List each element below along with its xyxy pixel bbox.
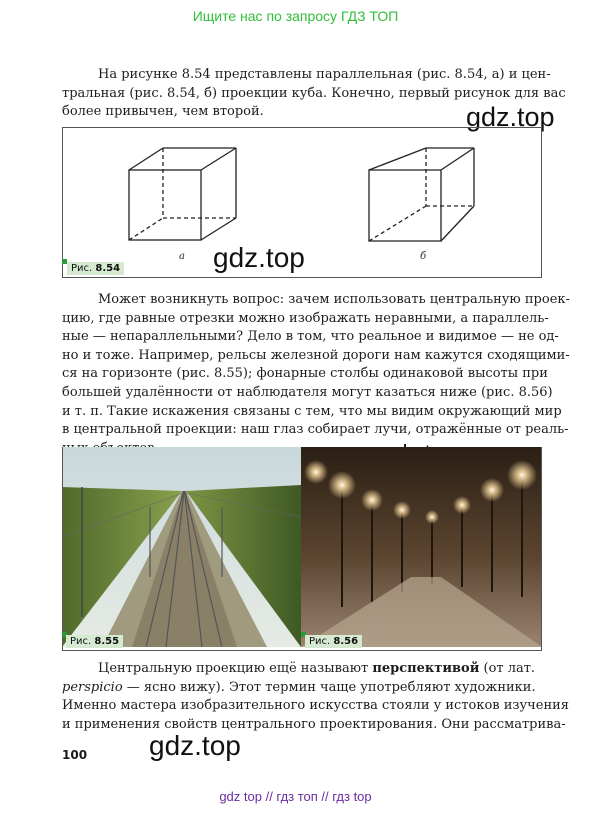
page-number: 100 — [62, 748, 88, 762]
text-line: perspicio — ясно вижу). Этот термин чаще употребляют художники. — [62, 679, 536, 695]
text-line: в центральной проекции: наш глаз собирает лучи, отражённые от реаль- — [62, 422, 569, 438]
text-line: более привычен, чем второй. — [62, 104, 264, 120]
text-line: тральная (рис. 8.54, б) проекции куба. Конечно, первый рисунок для вас — [62, 85, 566, 101]
parallel-projection-cube — [129, 148, 236, 240]
figure-caption: Рис. 8.54 — [67, 262, 124, 275]
text-line: и применения свойств центрального проектирования. Они рассматрива- — [62, 716, 566, 732]
text-line: Центральную проекцию ещё называют перспективой (от лат. — [98, 661, 536, 676]
watermark: gdz.top — [466, 102, 555, 132]
perspective-paragraph — [62, 660, 569, 734]
watermark: gdz.top — [149, 730, 241, 761]
text-line: но и тоже. Например, рельсы железной дороги нам кажутся сходящими- — [62, 347, 570, 363]
text-line: Может возникнуть вопрос: зачем использовать центральную проек- — [98, 292, 570, 307]
text-line: большей удалённости от наблюдателя могут казаться ниже (рис. 8.56) — [62, 384, 553, 400]
photos-frame — [62, 447, 542, 651]
text-line: На рисунке 8.54 представлены параллельная (рис. 8.54, а) и цен- — [98, 67, 551, 82]
term-perspective: перспективой — [372, 661, 480, 676]
text-line: и т. п. Такие искажения связаны с тем, что мы видим окружающий мир — [62, 403, 562, 419]
text-line: Именно мастера изобразительного искусства стояли у истоков изучения — [62, 698, 569, 714]
figure-caption: Рис. 8.56 — [305, 635, 362, 648]
text-line: ные — непараллельными? Дело в том, что реальное и видимое — не од- — [62, 329, 559, 345]
watermark: gdz.top — [213, 242, 305, 273]
text-line: цию, где равные отрезки можно изображать неравными, а параллель- — [62, 310, 549, 326]
figure-label-b: б — [420, 251, 427, 262]
top-banner[interactable]: Ищите нас по запросу ГДЗ ТОП — [192, 8, 399, 24]
latin-term: perspicio — [62, 679, 123, 695]
figure-caption: Рис. 8.55 — [66, 635, 123, 648]
central-projection-cube — [369, 148, 474, 241]
footer-links[interactable]: gdz top // гдз топ // гдз top — [219, 789, 372, 804]
figure-label-a: а — [179, 251, 185, 262]
text-line: ся на горизонте (рис. 8.55); фонарные столбы одинаковой высоты при — [62, 366, 548, 382]
body-paragraph — [62, 291, 570, 458]
